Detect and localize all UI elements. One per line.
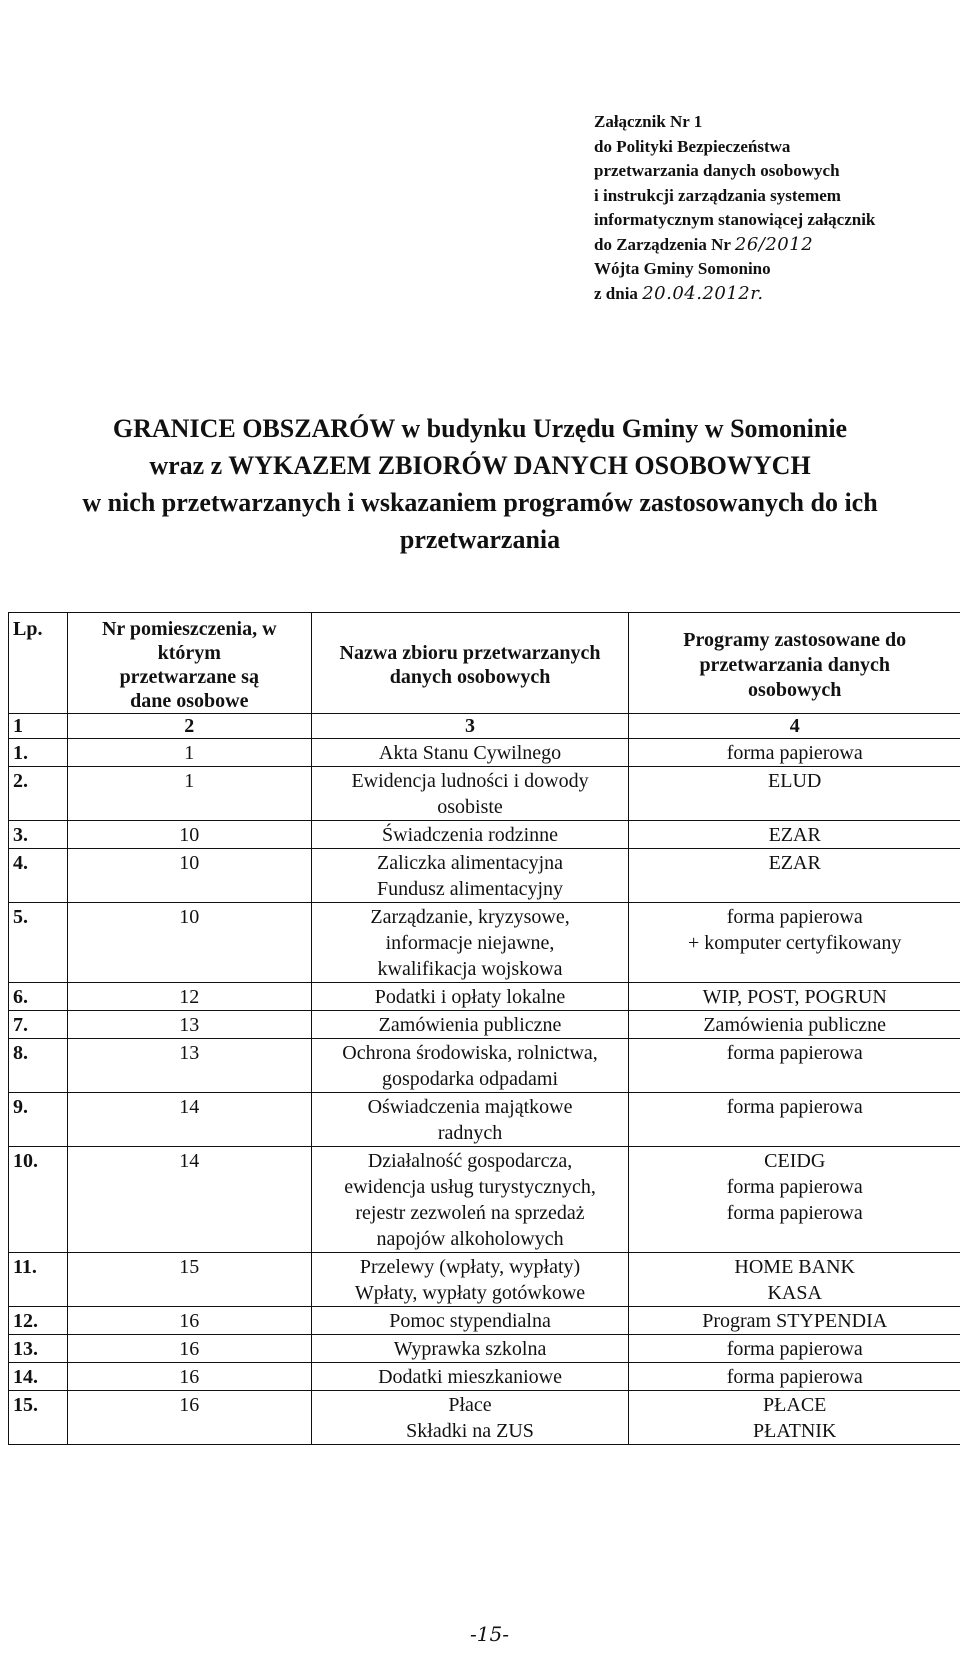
program-name: KASA bbox=[767, 1282, 822, 1304]
order-line bbox=[594, 233, 954, 258]
dataset-name: informacje niejawne, bbox=[385, 932, 555, 954]
dataset-cell bbox=[311, 1335, 629, 1363]
dataset-name: Zarządzanie, kryzysowe, bbox=[370, 906, 570, 928]
dataset-name: Ochrona środowiska, rolnictwa, bbox=[342, 1042, 598, 1064]
dataset-name: radnych bbox=[437, 1122, 503, 1144]
program-name: ELUD bbox=[768, 770, 822, 792]
program-name: + komputer certyfikowany bbox=[687, 932, 902, 954]
dataset-cell bbox=[311, 1363, 629, 1391]
row-number: 11. bbox=[9, 1253, 68, 1307]
program-name: Program STYPENDIA bbox=[702, 1310, 888, 1332]
room-number: 1 bbox=[67, 767, 311, 821]
row-number: 9. bbox=[9, 1093, 68, 1147]
program-name: CEIDG bbox=[764, 1150, 826, 1172]
row-number: 13. bbox=[9, 1335, 68, 1363]
dataset-name: gospodarka odpadami bbox=[381, 1068, 559, 1090]
table-row bbox=[9, 1253, 960, 1307]
room-number: 15 bbox=[67, 1253, 311, 1307]
dataset-name: Podatki i opłaty lokalne bbox=[374, 986, 566, 1008]
program-name: forma papierowa bbox=[726, 1176, 863, 1198]
dataset-name: Zaliczka alimentacyjna bbox=[377, 852, 564, 874]
program-name: forma papierowa bbox=[726, 1366, 863, 1388]
attachment-line: informatycznym stanowiącej załącznik bbox=[594, 210, 876, 229]
dataset-cell bbox=[311, 739, 629, 767]
room-number: 14 bbox=[67, 1147, 311, 1253]
document-title bbox=[30, 410, 930, 558]
dataset-name: Zamówienia publiczne bbox=[378, 1014, 562, 1036]
row-number: 3. bbox=[9, 821, 68, 849]
page-number: -15- bbox=[470, 1622, 509, 1646]
room-number: 16 bbox=[67, 1391, 311, 1445]
row-number: 2. bbox=[9, 767, 68, 821]
header-lp: Lp. bbox=[9, 613, 68, 714]
program-name: forma papierowa bbox=[726, 1202, 863, 1224]
dataset-cell bbox=[311, 903, 629, 983]
program-name: WIP, POST, POGRUN bbox=[702, 986, 887, 1008]
dataset-name: Akta Stanu Cywilnego bbox=[378, 742, 562, 764]
room-number: 10 bbox=[67, 849, 311, 903]
table-row bbox=[9, 849, 960, 903]
program-name: forma papierowa bbox=[726, 1042, 863, 1064]
table-row bbox=[9, 1147, 960, 1253]
table-row bbox=[9, 767, 960, 821]
table-row bbox=[9, 739, 960, 767]
dataset-cell bbox=[311, 1093, 629, 1147]
table-row bbox=[9, 1391, 960, 1445]
dataset-name: Pomoc stypendialna bbox=[389, 1310, 551, 1332]
dataset-cell bbox=[311, 1391, 629, 1445]
programs-cell bbox=[629, 1011, 960, 1039]
row-number: 7. bbox=[9, 1011, 68, 1039]
programs-cell bbox=[629, 739, 960, 767]
room-number: 10 bbox=[67, 903, 311, 983]
header-room: Nr pomieszczenia, w którym przetwarzane są dane osobowe bbox=[67, 613, 311, 714]
column-number: 2 bbox=[67, 714, 311, 739]
table-row bbox=[9, 983, 960, 1011]
header-dataset: Nazwa zbioru przetwarzanych danych osobowych bbox=[311, 613, 629, 714]
order-number: 26/2012 bbox=[734, 233, 814, 255]
column-number: 3 bbox=[311, 714, 629, 739]
programs-cell bbox=[629, 983, 960, 1011]
header-row bbox=[9, 613, 960, 714]
program-name: forma papierowa bbox=[726, 742, 863, 764]
column-number-row bbox=[9, 714, 960, 739]
programs-cell bbox=[629, 821, 960, 849]
dataset-cell bbox=[311, 1147, 629, 1253]
table-row bbox=[9, 821, 960, 849]
attachment-line: i instrukcji zarządzania systemem bbox=[594, 185, 841, 205]
dataset-name: Działalność gospodarcza, bbox=[367, 1150, 573, 1172]
dataset-name: Ewidencja ludności i dowody bbox=[351, 770, 589, 792]
program-name: PŁATNIK bbox=[753, 1420, 837, 1442]
dataset-name: Dodatki mieszkaniowe bbox=[378, 1366, 562, 1388]
dataset-cell bbox=[311, 767, 629, 821]
data-register-table bbox=[8, 612, 960, 1445]
table-row bbox=[9, 1093, 960, 1147]
programs-cell bbox=[629, 1147, 960, 1253]
program-name: HOME BANK bbox=[734, 1256, 855, 1278]
row-number: 14. bbox=[9, 1363, 68, 1391]
dataset-name: kwalifikacja wojskowa bbox=[377, 958, 563, 980]
table-row bbox=[9, 1335, 960, 1363]
room-number: 12 bbox=[67, 983, 311, 1011]
programs-cell bbox=[629, 1363, 960, 1391]
table-body bbox=[9, 739, 960, 1445]
header-programs: Programy zastosowane do przetwarzania danych osobowych bbox=[629, 613, 960, 714]
programs-cell bbox=[629, 1335, 960, 1363]
dataset-cell bbox=[311, 1307, 629, 1335]
program-name: forma papierowa bbox=[726, 1338, 863, 1360]
room-number: 1 bbox=[67, 739, 311, 767]
dataset-name: osobiste bbox=[437, 796, 503, 818]
program-name: Zamówienia publiczne bbox=[703, 1014, 887, 1036]
dataset-name: Wyprawka szkolna bbox=[393, 1338, 547, 1360]
row-number: 15. bbox=[9, 1391, 68, 1445]
title-line: GRANICE OBSZARÓW w budynku Urzędu Gminy w Somoninie bbox=[112, 414, 848, 443]
dataset-cell bbox=[311, 821, 629, 849]
row-number: 1. bbox=[9, 739, 68, 767]
programs-cell bbox=[629, 767, 960, 821]
room-number: 13 bbox=[67, 1011, 311, 1039]
row-number: 6. bbox=[9, 983, 68, 1011]
row-number: 5. bbox=[9, 903, 68, 983]
attachment-line: przetwarzania danych osobowych bbox=[594, 161, 840, 180]
table-row bbox=[9, 1039, 960, 1093]
programs-cell bbox=[629, 849, 960, 903]
date-label: z dnia bbox=[594, 283, 638, 303]
programs-cell bbox=[629, 1391, 960, 1445]
table-row bbox=[9, 1363, 960, 1391]
dataset-cell bbox=[311, 1253, 629, 1307]
row-number: 12. bbox=[9, 1307, 68, 1335]
room-number: 16 bbox=[67, 1363, 311, 1391]
dataset-cell bbox=[311, 1011, 629, 1039]
dataset-name: Płace bbox=[448, 1394, 492, 1416]
column-number: 4 bbox=[629, 714, 960, 739]
column-number: 1 bbox=[9, 714, 68, 739]
attachment-line: Załącznik Nr 1 bbox=[594, 112, 703, 131]
title-line: wraz z WYKAZEM ZBIORÓW DANYCH OSOBOWYCH bbox=[149, 451, 811, 480]
program-name: forma papierowa bbox=[726, 1096, 863, 1118]
programs-cell bbox=[629, 903, 960, 983]
dataset-name: Świadczenia rodzinne bbox=[382, 824, 559, 846]
room-number: 16 bbox=[67, 1307, 311, 1335]
program-name: EZAR bbox=[768, 852, 821, 874]
room-number: 10 bbox=[67, 821, 311, 849]
issuer: Wójta Gminy Somonino bbox=[594, 259, 771, 278]
room-number: 16 bbox=[67, 1335, 311, 1363]
dataset-name: Przelewy (wpłaty, wypłaty) bbox=[359, 1256, 581, 1278]
row-number: 8. bbox=[9, 1039, 68, 1093]
attachment-line: do Polityki Bezpieczeństwa bbox=[594, 136, 791, 156]
attachment-note bbox=[594, 110, 954, 306]
dataset-name: ewidencja usług turystycznych, bbox=[344, 1176, 596, 1198]
room-number: 14 bbox=[67, 1093, 311, 1147]
program-name: PŁACE bbox=[763, 1394, 827, 1416]
program-name: forma papierowa bbox=[726, 906, 863, 928]
row-number: 10. bbox=[9, 1147, 68, 1253]
dataset-name: Oświadczenia majątkowe bbox=[367, 1096, 573, 1118]
dataset-cell bbox=[311, 983, 629, 1011]
dataset-name: Fundusz alimentacyjny bbox=[376, 878, 564, 900]
order-label: do Zarządzenia Nr bbox=[594, 234, 731, 254]
programs-cell bbox=[629, 1253, 960, 1307]
dataset-cell bbox=[311, 849, 629, 903]
title-line: w nich przetwarzanych i wskazaniem programów zastosowanych do ich bbox=[82, 488, 878, 517]
table-row bbox=[9, 903, 960, 983]
date-line bbox=[594, 282, 954, 307]
table-row bbox=[9, 1307, 960, 1335]
dataset-name: rejestr zezwoleń na sprzedaż bbox=[355, 1202, 585, 1224]
room-number: 13 bbox=[67, 1039, 311, 1093]
dataset-name: napojów alkoholowych bbox=[376, 1228, 564, 1250]
programs-cell bbox=[629, 1039, 960, 1093]
table-row bbox=[9, 1011, 960, 1039]
dataset-name: Składki na ZUS bbox=[406, 1420, 534, 1442]
programs-cell bbox=[629, 1093, 960, 1147]
row-number: 4. bbox=[9, 849, 68, 903]
programs-cell bbox=[629, 1307, 960, 1335]
dataset-name: Wpłaty, wypłaty gotówkowe bbox=[354, 1282, 586, 1304]
dataset-cell bbox=[311, 1039, 629, 1093]
date-value: 20.04.2012r. bbox=[642, 282, 764, 304]
program-name: EZAR bbox=[768, 824, 821, 846]
title-line: przetwarzania bbox=[399, 525, 561, 554]
